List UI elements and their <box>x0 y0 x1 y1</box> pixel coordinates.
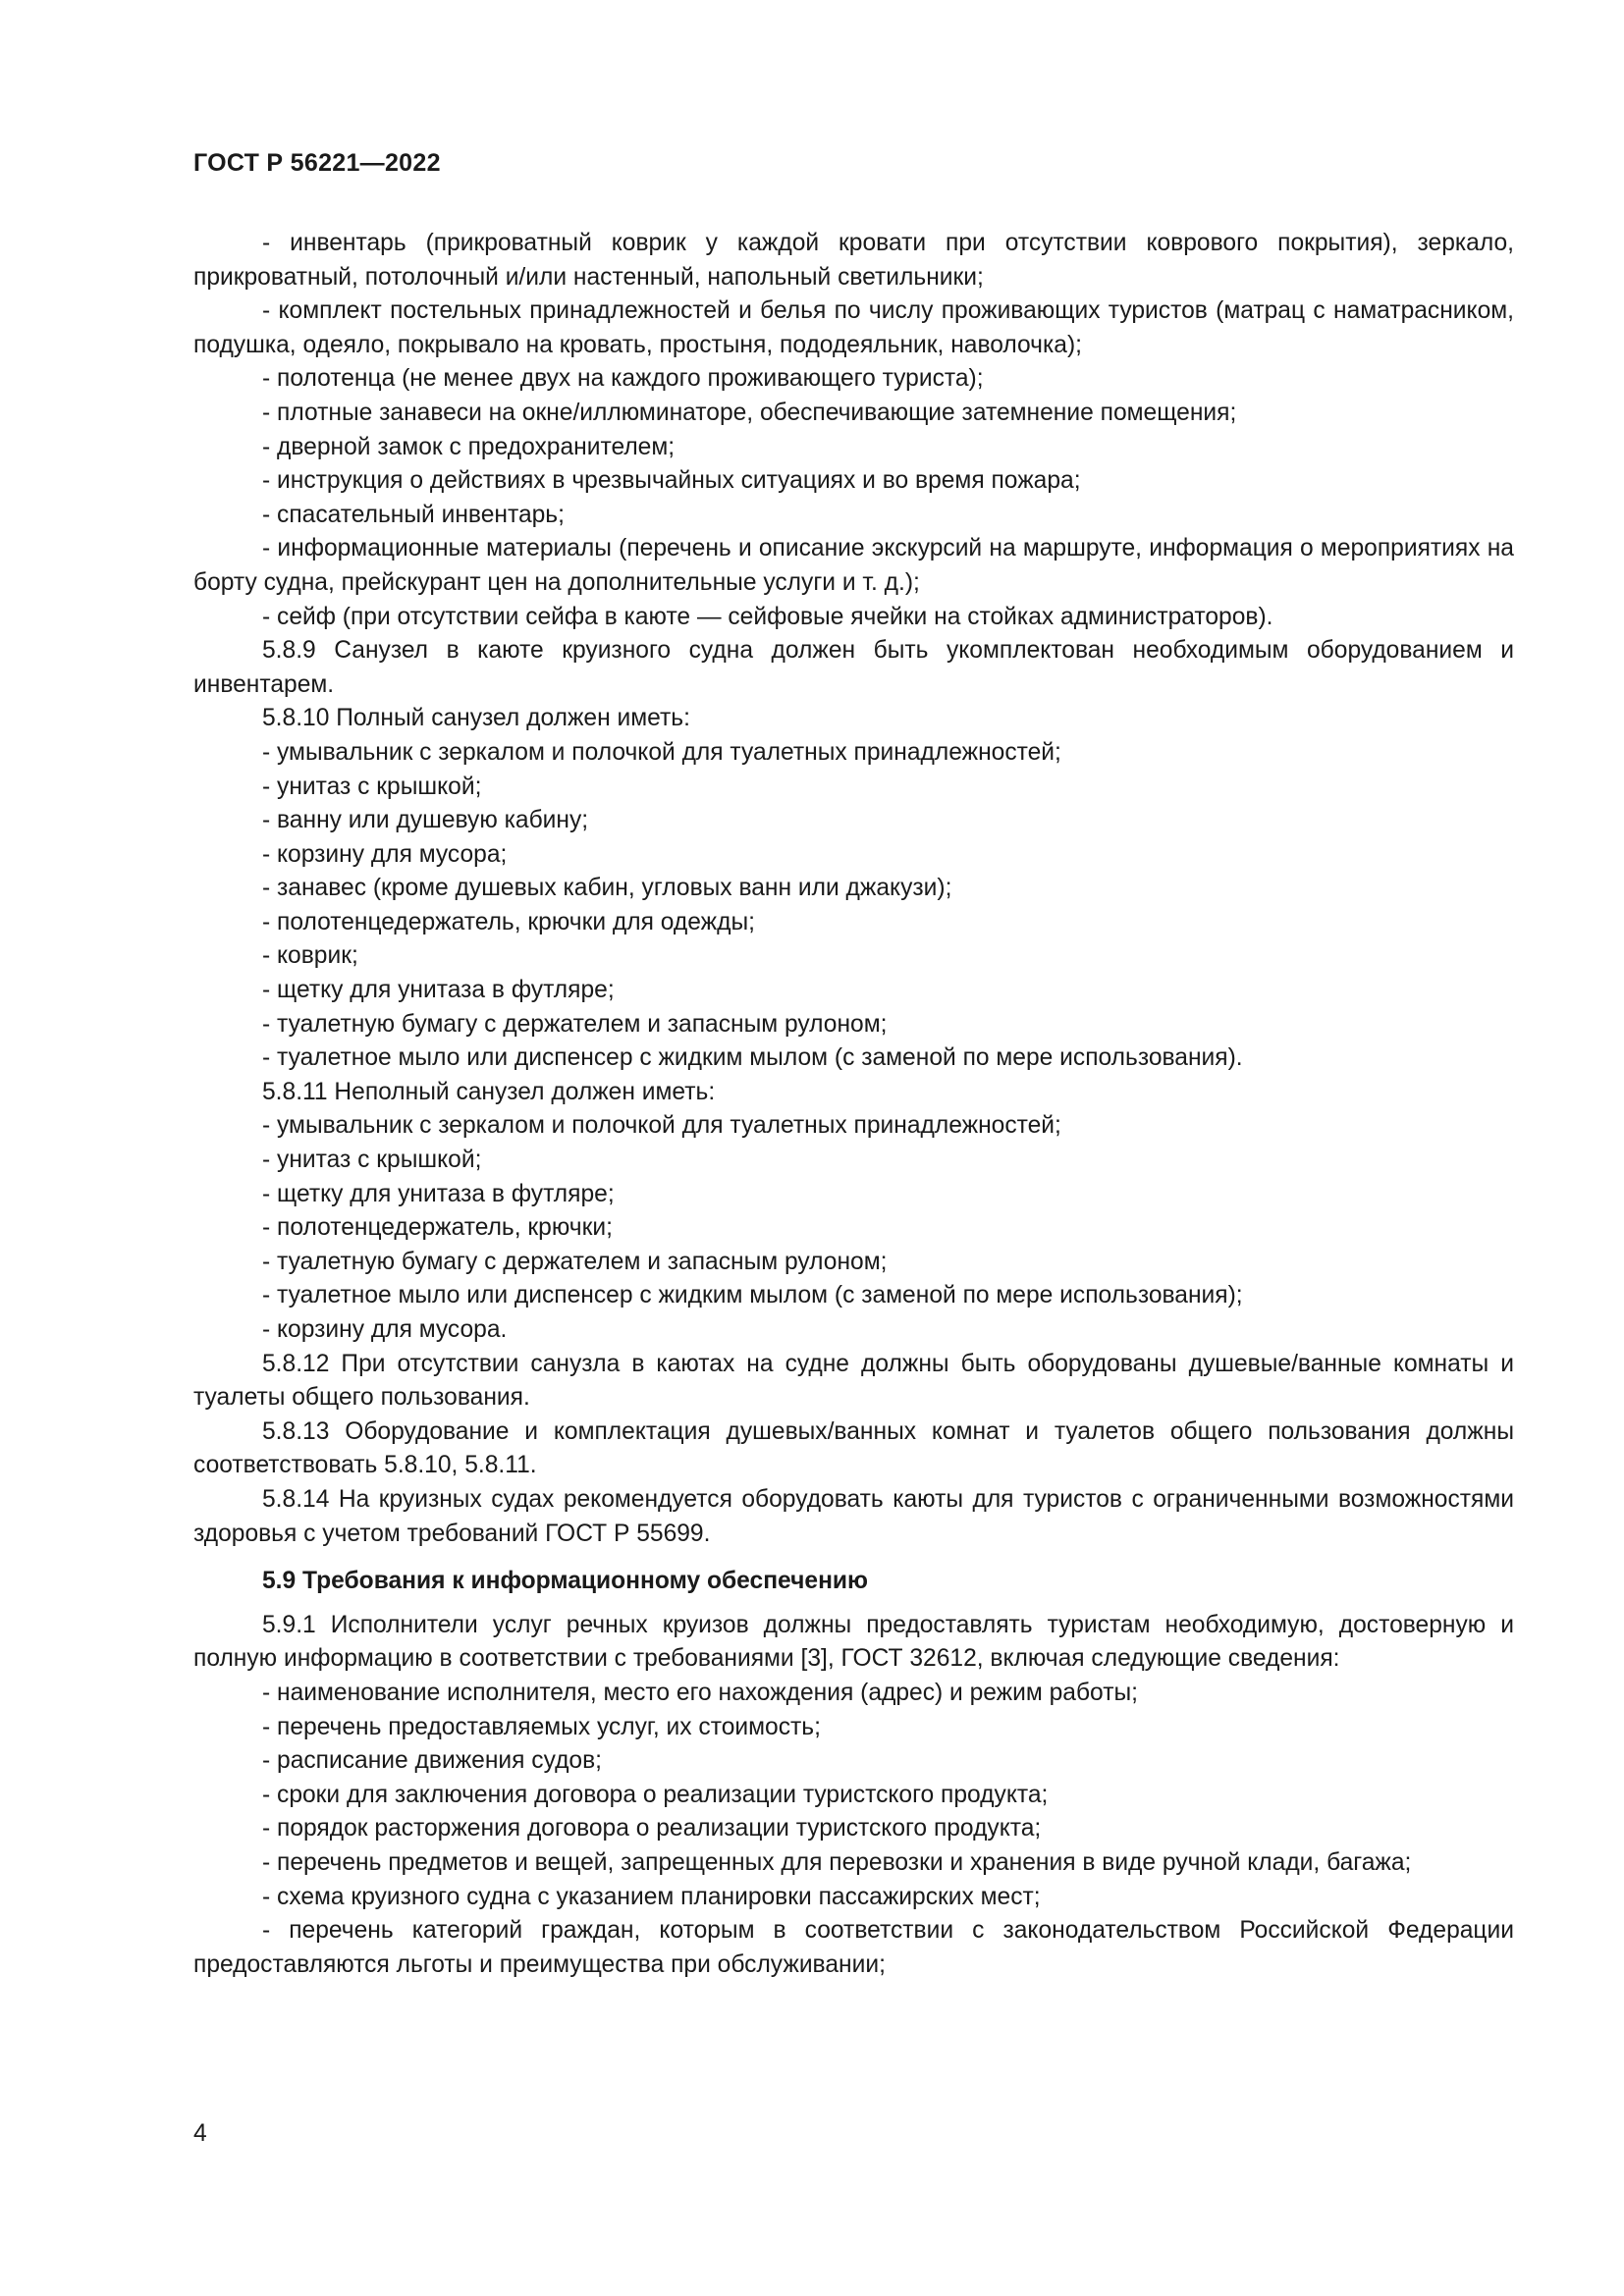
list-item: 5.8.10 Полный санузел должен иметь: <box>262 705 690 732</box>
list-item: - коврик; <box>262 942 358 970</box>
section-heading: 5.9 Требования к информационному обеспечению <box>262 1568 869 1595</box>
paragraph: - перечень предметов и вещей, запрещенных для перевозки и хранения в виде ручной клади, багажа; <box>262 1848 1412 1876</box>
paragraph: 5.8.13 Оборудование и комплектация душевых/ванных комнат и туалетов общего пользования должны соответствовать 5.8.10, 5.8.11. <box>193 1417 1514 1479</box>
paragraph: 5.8.14 На круизных судах рекомендуется оборудовать каюты для туристов с ограниченными возможностями здоровья с учетом требований ГОСТ Р 55699. <box>193 1485 1514 1547</box>
paragraph: 5.8.12 При отсутствии санузла в каютах на судне должны быть оборудованы душевые/ванные комнаты и туалеты общего пользования. <box>193 1350 1514 1412</box>
list-item: - наименование исполнителя, место его нахождения (адрес) и режим работы; <box>262 1679 1138 1706</box>
document-header: ГОСТ Р 56221—2022 <box>193 149 441 177</box>
list-item: - расписание движения судов; <box>262 1747 602 1775</box>
document-body <box>193 227 1514 1982</box>
paragraph: 5.9.1 Исполнители услуг речных круизов должны предоставлять туристам необходимую, достоверную и полную информацию в соответствии с требованиями [3], ГОСТ 32612, включая следующие сведения: <box>193 1611 1514 1673</box>
list-item: - туалетную бумагу с держателем и запасным рулоном; <box>262 1248 888 1275</box>
list-item: - сейф (при отсутствии сейфа в каюте — сейфовые ячейки на стойках администраторов). <box>262 603 1273 630</box>
list-item: - туалетное мыло или диспенсер с жидким мылом (с заменой по мере использования). <box>262 1044 1243 1072</box>
list-item: - щетку для унитаза в футляре; <box>262 977 615 1004</box>
list-item: - сроки для заключения договора о реализации туристского продукта; <box>262 1781 1049 1808</box>
list-item: - корзину для мусора; <box>262 840 508 868</box>
list-item: - умывальник с зеркалом и полочкой для туалетных принадлежностей; <box>262 1112 1061 1140</box>
list-item: - порядок расторжения договора о реализации туристского продукта; <box>262 1815 1042 1842</box>
list-item: - туалетное мыло или диспенсер с жидким мылом (с заменой по мере использования); <box>262 1282 1243 1309</box>
paragraph: - информационные материалы (перечень и описание экскурсий на маршруте, информация о мероприятиях на борту судна, прейскурант цен на дополнительные услуги и т. д.); <box>193 535 1514 596</box>
page-number: 4 <box>193 2120 207 2147</box>
list-item: - полотенцедержатель, крючки; <box>262 1214 613 1242</box>
list-item: - умывальник с зеркалом и полочкой для туалетных принадлежностей; <box>262 738 1061 766</box>
list-item: - унитаз с крышкой; <box>262 1147 482 1174</box>
list-item: - корзину для мусора. <box>262 1316 508 1343</box>
list-item: - спасательный инвентарь; <box>262 501 565 528</box>
list-item: - ванну или душевую кабину; <box>262 807 589 834</box>
list-item: - инструкция о действиях в чрезвычайных ситуациях и во время пожара; <box>262 467 1081 495</box>
list-item: - схема круизного судна с указанием планировки пассажирских мест; <box>262 1883 1041 1910</box>
paragraph: 5.8.9 Санузел в каюте круизного судна должен быть укомплектован необходимым оборудованием и инвентарем. <box>193 637 1514 698</box>
list-item: - унитаз с крышкой; <box>262 773 482 800</box>
list-item: 5.8.11 Неполный санузел должен иметь: <box>262 1078 716 1105</box>
list-item: - полотенца (не менее двух на каждого проживающего туриста); <box>262 365 984 393</box>
list-item: - дверной замок с предохранителем; <box>262 433 676 460</box>
paragraph: - инвентарь (прикроватный коврик у каждой кровати при отсутствии коврового покрытия), зеркало, прикроватный, потолочный и/или настенный, напольный светильники; <box>193 230 1514 291</box>
paragraph: - комплект постельных принадлежностей и белья по числу проживающих туристов (матрац с наматрасником, подушка, одеяло, покрывало на кровать, простыня, пододеяльник, наволочка); <box>193 297 1514 358</box>
paragraph: - перечень категорий граждан, которым в соответствии с законодательством Российской Федерации предоставляются льготы и преимущества при обслуживании; <box>193 1917 1514 1978</box>
list-item: - перечень предоставляемых услуг, их стоимость; <box>262 1713 821 1740</box>
list-item: - щетку для унитаза в футляре; <box>262 1180 615 1207</box>
list-item: - туалетную бумагу с держателем и запасным рулоном; <box>262 1010 888 1038</box>
list-item: - занавес (кроме душевых кабин, угловых ванн или джакузи); <box>262 875 952 902</box>
list-item: - полотенцедержатель, крючки для одежды; <box>262 908 755 935</box>
list-item: - плотные занавеси на окне/иллюминаторе, обеспечивающие затемнение помещения; <box>262 399 1237 426</box>
